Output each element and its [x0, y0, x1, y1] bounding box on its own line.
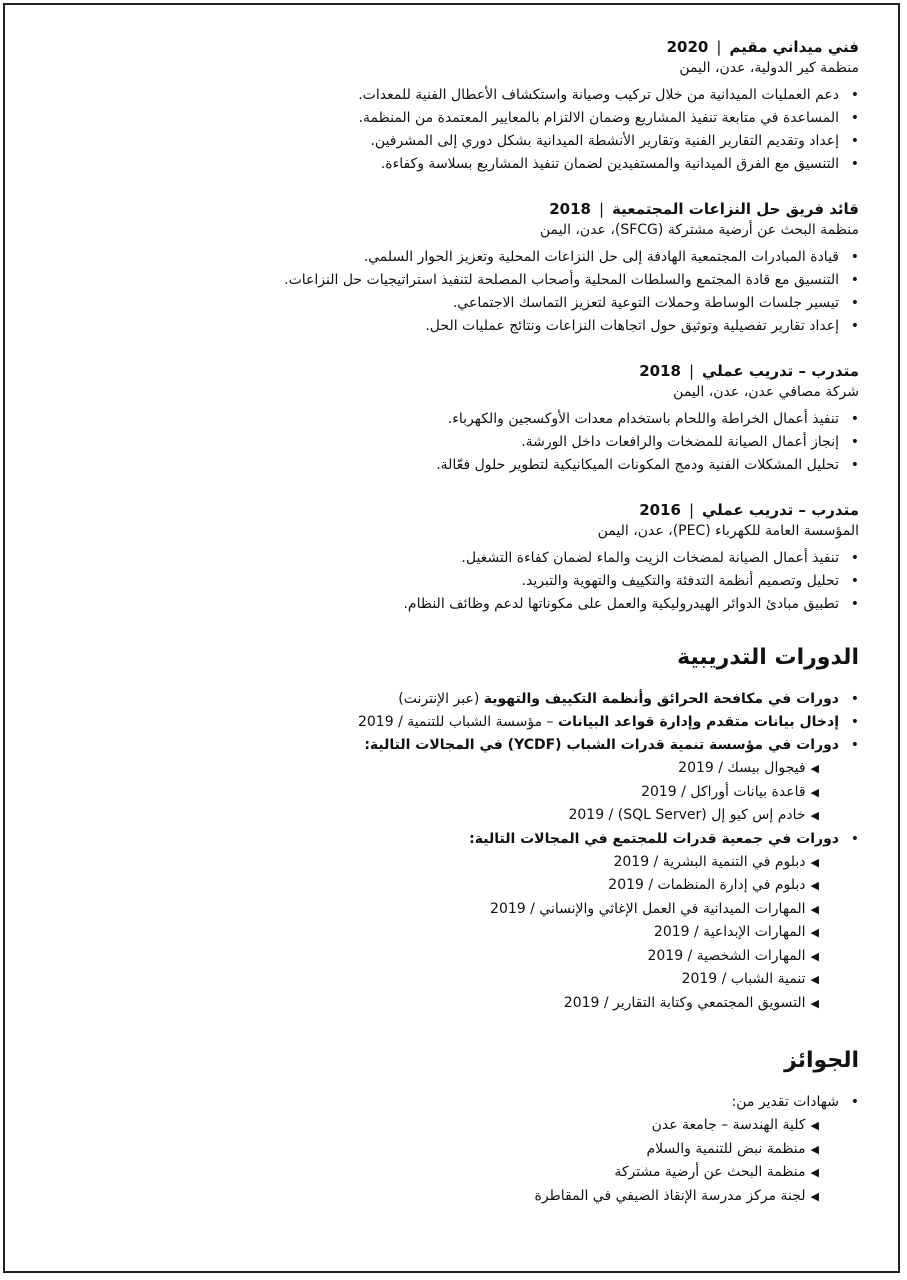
course-sublist	[59, 757, 839, 828]
award-label: شهادات تقدير من:	[731, 1094, 839, 1110]
sub-course-label: المهارات الشخصية / 2019	[647, 947, 806, 964]
experience-entry	[59, 198, 859, 338]
duty-item: • التنسيق مع الفرق الميدانية والمستفيدين لضمان تنفيذ المشاريع بسلاسة وكفاءة.	[59, 153, 843, 176]
sub-course-item	[59, 945, 819, 969]
sub-course-item	[59, 874, 819, 898]
arrow-icon: ◀	[810, 996, 819, 1010]
section-title-awards: الجوائز	[784, 1048, 859, 1073]
course-item	[59, 711, 843, 734]
job-year: 2018	[549, 200, 591, 218]
duty-item: • تحليل وتصميم أنظمة التدفئة والتكييف والتهوية والتبريد.	[59, 570, 843, 593]
sub-course-label: دبلوم في التنمية البشرية / 2019	[613, 853, 806, 870]
course-name: إدخال بيانات متقدم وإدارة قواعد البيانات	[558, 714, 839, 730]
job-heading	[59, 198, 859, 220]
sub-course-label: التسويق المجتمعي وكتابة التقارير / 2019	[563, 994, 806, 1011]
sub-course-label: دبلوم في إدارة المنظمات / 2019	[608, 877, 806, 893]
job-duties-list	[59, 84, 859, 176]
job-organization: شركة مصافي عدن، عدن، اليمن	[673, 384, 859, 400]
award-sublist	[59, 1114, 839, 1208]
duty-item: • تنفيذ أعمال الصيانة لمضخات الزيت والماء لضمان كفاءة التشغيل.	[59, 547, 843, 570]
sub-course-item	[59, 804, 819, 828]
award-source-item	[59, 1161, 819, 1185]
job-heading	[59, 360, 859, 382]
experience-entry	[59, 36, 859, 176]
arrow-icon: ◀	[810, 762, 819, 775]
duty-item: • تنفيذ أعمال الخراطة واللحام باستخدام معدات الأوكسجين والكهرباء.	[59, 408, 843, 431]
duty-item: • تطبيق مبادئ الدوائر الهيدروليكية والعمل على مكوناتها لدعم وظائف النظام.	[59, 593, 843, 616]
arrow-icon: ◀	[810, 855, 819, 869]
duty-item: • إعداد وتقديم التقارير الفنية وتقارير الأنشطة الميدانية بشكل دوري إلى المشرفين.	[59, 130, 843, 153]
section-title-courses: الدورات التدريبية	[677, 645, 859, 670]
arrow-icon: ◀	[810, 1142, 819, 1156]
course-detail: (عبر الإنترنت)	[398, 691, 484, 707]
sub-course-item	[59, 757, 819, 781]
heading-separator: |	[688, 501, 694, 519]
job-year: 2018	[639, 362, 681, 380]
arrow-icon: ◀	[810, 879, 819, 892]
sub-course-item	[59, 921, 819, 945]
course-detail: – مؤسسة الشباب للتنمية / 2019	[357, 714, 558, 730]
job-heading	[59, 499, 859, 521]
experience-entry	[59, 360, 859, 477]
job-year: 2016	[639, 501, 681, 519]
job-duties-list	[59, 246, 859, 338]
arrow-icon: ◀	[810, 973, 819, 986]
experience-entry	[59, 499, 859, 616]
award-source-label: لجنة مركز مدرسة الإنقاذ الصيفي في المقاطرة	[534, 1187, 806, 1204]
heading-separator: |	[688, 362, 694, 380]
duty-item: • دعم العمليات الميدانية من خلال تركيب وصيانة واستكشاف الأعطال الفنية للمعدات.	[59, 84, 843, 107]
job-duties-list	[59, 547, 859, 616]
sub-course-label: فيجوال بيسك / 2019	[678, 760, 806, 776]
job-duties-list	[59, 408, 859, 477]
sub-course-label: المهارات الميدانية في العمل الإغاثي والإنساني / 2019	[490, 900, 806, 917]
courses-list	[59, 688, 859, 1015]
sub-course-item	[59, 898, 819, 922]
sub-course-label: قاعدة بيانات أوراكل / 2019	[641, 783, 806, 800]
job-heading	[59, 36, 859, 58]
course-item	[59, 688, 843, 711]
duty-item: • إعداد تقارير تفصيلية وتوثيق حول اتجاهات النزاعات ونتائج عمليات الحل.	[59, 315, 843, 338]
job-year: 2020	[666, 38, 709, 56]
duty-item: • تحليل المشكلات الفنية ودمج المكونات الميكانيكية لتطوير حلول فعّالة.	[59, 454, 843, 477]
course-sublist	[59, 851, 839, 1016]
job-organization: منظمة كير الدولية، عدن، اليمن	[679, 60, 859, 76]
arrow-icon: ◀	[810, 949, 819, 963]
sub-course-item	[59, 968, 819, 992]
duty-item: • المساعدة في متابعة تنفيذ المشاريع وضمان الالتزام بالمعايير المعتمدة من المنظمة.	[59, 107, 843, 130]
award-source-item	[59, 1138, 819, 1162]
heading-separator: |	[716, 38, 722, 56]
arrow-icon: ◀	[810, 1166, 819, 1179]
course-name: دورات في مكافحة الحرائق وأنظمة التكييف والتهوية	[483, 691, 839, 707]
arrow-icon: ◀	[810, 809, 819, 822]
awards-list	[59, 1091, 859, 1208]
arrow-icon: ◀	[810, 926, 819, 939]
sub-course-label: تنمية الشباب / 2019	[681, 971, 806, 987]
arrow-icon: ◀	[810, 902, 819, 916]
heading-separator: |	[598, 200, 605, 218]
sub-course-item	[59, 851, 819, 875]
arrow-icon: ◀	[810, 1189, 819, 1203]
job-title: قائد فريق حل النزاعات المجتمعية	[612, 200, 859, 218]
duty-item: • قيادة المبادرات المجتمعية الهادفة إلى حل النزاعات المحلية وتعزيز الحوار السلمي.	[59, 246, 843, 269]
duty-item: • تيسير جلسات الوساطة وحملات التوعية لتعزيز التماسك الاجتماعي.	[59, 292, 843, 315]
course-name: دورات في جمعية قدرات للمجتمع في المجالات التالية:	[469, 830, 839, 847]
job-title: متدرب – تدريب عملي	[702, 501, 859, 519]
arrow-icon: ◀	[810, 1119, 819, 1132]
award-source-label: منظمة نبض للتنمية والسلام	[646, 1140, 806, 1157]
duty-item: • إنجاز أعمال الصيانة للمضخات والرافعات داخل الورشة.	[59, 431, 843, 454]
award-item	[59, 1091, 843, 1208]
award-source-item	[59, 1114, 819, 1138]
course-name: دورات في مؤسسة تنمية قدرات الشباب (YCDF) في المجالات التالية:	[364, 737, 839, 753]
award-source-label: منظمة البحث عن أرضية مشتركة	[614, 1164, 806, 1180]
cv-content	[59, 36, 859, 1208]
course-item	[59, 828, 843, 1016]
sub-course-label: خادم إس كيو إل (SQL Server) / 2019	[568, 807, 806, 823]
job-title: فني ميداني مقيم	[729, 38, 859, 56]
award-source-label: كلية الهندسة – جامعة عدن	[651, 1117, 806, 1133]
job-organization: المؤسسة العامة للكهرباء (PEC)، عدن، اليمن	[597, 523, 859, 539]
sub-course-label: المهارات الإبداعية / 2019	[653, 924, 806, 940]
course-item	[59, 734, 843, 828]
duty-item: • التنسيق مع قادة المجتمع والسلطات المحلية وأصحاب المصلحة لتنفيذ استراتيجيات حل النزاعات.	[59, 269, 843, 292]
job-title: متدرب – تدريب عملي	[702, 362, 859, 380]
sub-course-item	[59, 781, 819, 805]
arrow-icon: ◀	[810, 785, 819, 799]
job-organization: منظمة البحث عن أرضية مشتركة (SFCG)، عدن، اليمن	[539, 222, 859, 238]
sub-course-item	[59, 992, 819, 1016]
award-source-item	[59, 1185, 819, 1209]
